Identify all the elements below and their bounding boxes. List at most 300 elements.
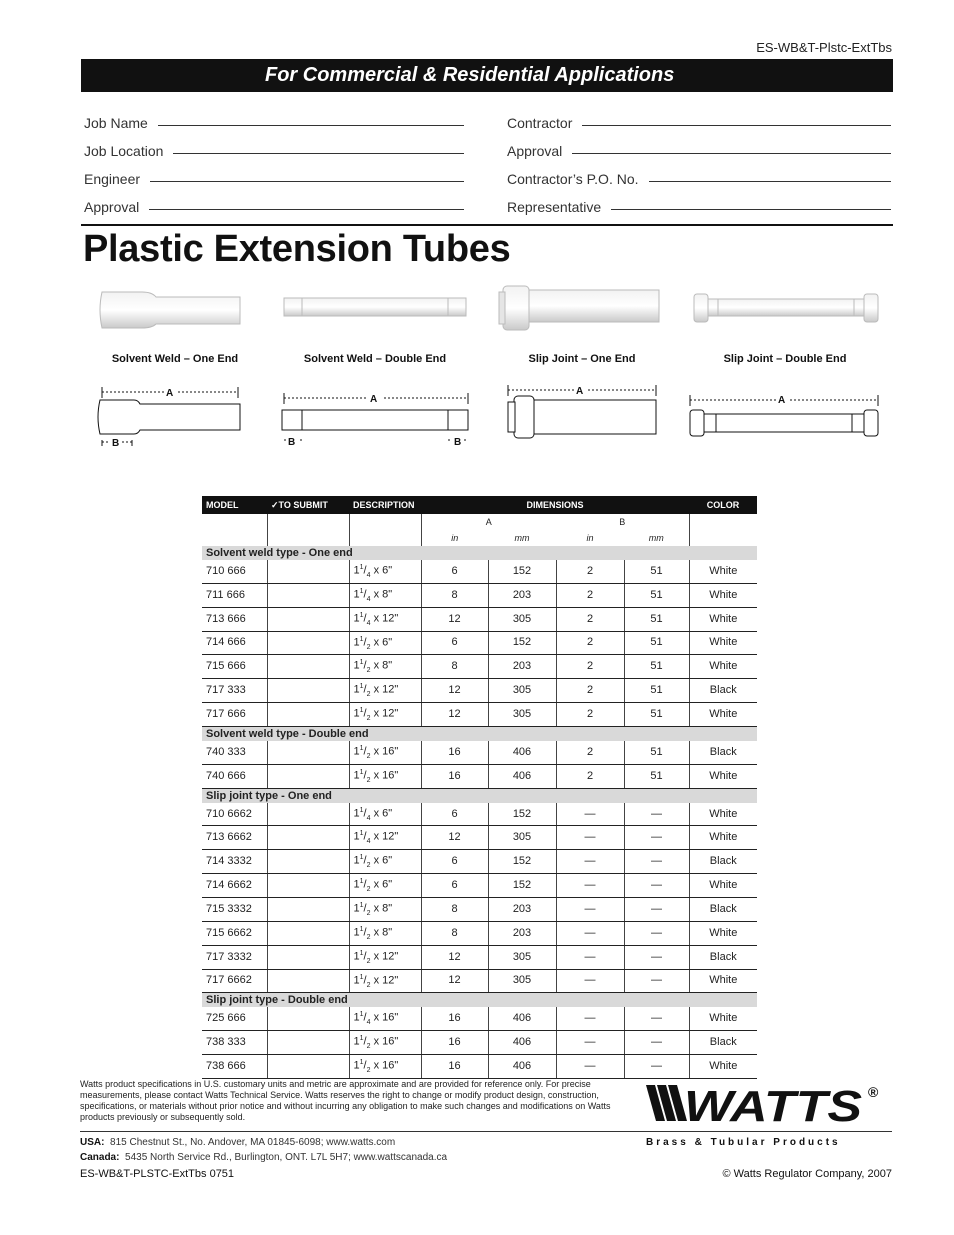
dim-a-in-cell: 6 <box>421 631 488 655</box>
dim-b-in-cell: — <box>556 803 624 826</box>
dim-a-in-cell: 16 <box>421 1055 488 1079</box>
color-cell: White <box>689 560 757 583</box>
size-denominator: 4 <box>366 1019 371 1027</box>
dim-b-mm-cell: — <box>624 921 689 945</box>
description-cell <box>349 826 421 850</box>
table-row <box>202 803 757 826</box>
size-length: x 16" <box>373 1035 399 1048</box>
model-cell: 713 6662 <box>202 826 267 850</box>
column-header-color: COLOR <box>689 496 757 514</box>
size-whole: 1 <box>353 950 360 963</box>
size-whole: 1 <box>353 1059 360 1072</box>
dim-b-mm-cell: 51 <box>624 607 689 631</box>
section-title: Solvent weld type - One end <box>202 546 757 560</box>
product-caption: Slip Joint – One End <box>528 353 636 365</box>
usa-address <box>80 1137 395 1148</box>
description-cell <box>349 945 421 969</box>
dim-a-in-cell: 6 <box>421 803 488 826</box>
color-cell: White <box>689 703 757 727</box>
field-label: Contractor’s P.O. No. <box>507 171 639 187</box>
dim-b-in-cell: — <box>556 969 624 993</box>
registered-mark: ® <box>868 1084 879 1100</box>
size-whole: 1 <box>353 769 360 782</box>
size-length: x 8" <box>373 588 393 601</box>
dim-a-in-cell: 6 <box>421 850 488 874</box>
dim-a-in-cell: 8 <box>421 583 488 607</box>
submit-checkbox-cell[interactable] <box>267 803 349 826</box>
specification-table <box>202 496 757 1079</box>
submit-checkbox-cell[interactable] <box>267 921 349 945</box>
dim-b-in-cell: 2 <box>556 764 624 788</box>
slip-joint-double-end-tube-icon <box>690 282 880 342</box>
logo-stripes-icon <box>646 1085 687 1121</box>
job-location-field <box>84 132 464 160</box>
description-cell <box>349 1007 421 1030</box>
dim-a-mm-cell: 305 <box>488 607 556 631</box>
dim-b-mm-cell: — <box>624 1055 689 1079</box>
size-denominator: 2 <box>366 691 371 699</box>
document-number: ES-WB&T-PLSTC-ExtTbs 0751 <box>80 1168 235 1180</box>
size-numerator: 1 <box>359 878 364 886</box>
column-header-submit: ✓TO SUBMIT <box>267 496 349 514</box>
dim-a-in-cell: 6 <box>421 874 488 898</box>
dim-b-mm-cell: 51 <box>624 631 689 655</box>
fill-in-line <box>611 209 891 210</box>
dim-a-in-cell: 16 <box>421 741 488 764</box>
table-row <box>202 1055 757 1079</box>
fraction-slash: / <box>363 660 367 673</box>
size-numerator: 1 <box>359 611 364 619</box>
product-caption: Slip Joint – Double End <box>723 353 847 365</box>
size-denominator: 2 <box>366 909 371 917</box>
dim-b-mm-cell: — <box>624 850 689 874</box>
dim-a-in-cell: 16 <box>421 764 488 788</box>
size-numerator: 1 <box>359 901 364 909</box>
dim-a-mm-cell: 305 <box>488 969 556 993</box>
dim-b-mm-cell: — <box>624 803 689 826</box>
dim-a-mm-cell: 203 <box>488 583 556 607</box>
submit-checkbox-cell[interactable] <box>267 583 349 607</box>
table-row <box>202 945 757 969</box>
size-whole: 1 <box>353 612 360 625</box>
size-whole: 1 <box>353 745 360 758</box>
dimension-a-label: A <box>370 394 378 405</box>
size-length: x 16" <box>373 1012 399 1024</box>
table-row <box>202 969 757 993</box>
color-cell: White <box>689 583 757 607</box>
model-cell: 713 666 <box>202 607 267 631</box>
size-numerator: 1 <box>359 635 364 643</box>
contractor-po-field <box>507 160 891 188</box>
product-solvent-weld-one-end <box>80 282 270 365</box>
dim-a-mm-cell: 152 <box>488 560 556 583</box>
submit-checkbox-cell[interactable] <box>267 1055 349 1079</box>
fill-in-line <box>173 153 464 154</box>
dim-b-mm-cell: 51 <box>624 583 689 607</box>
disclaimer: Watts product specifications in U.S. customary units and metric are approximate and are provided for reference only. For precise measurements, please contact Watts Technical Service. Watts reserves the right to change or modify product design, construction, specifications, or materials without prior notice and without incurring any obligation to make such changes and modifications on Watts products previously or subsequently sold. <box>80 1079 611 1122</box>
column-header-dimensions: DIMENSIONS <box>421 496 689 514</box>
size-whole: 1 <box>353 636 360 649</box>
size-length: x 6" <box>373 854 393 867</box>
dimension-b-label: B <box>112 438 120 449</box>
table-row <box>202 874 757 898</box>
diagram-slip-joint-one-end <box>502 382 662 440</box>
size-denominator: 4 <box>366 619 371 627</box>
size-whole: 1 <box>353 1035 360 1048</box>
size-length: x 8" <box>373 660 393 673</box>
color-cell: Black <box>689 741 757 764</box>
dim-a-mm-cell: 305 <box>488 679 556 703</box>
fill-in-line <box>572 153 891 154</box>
size-numerator: 1 <box>359 744 364 752</box>
size-length: x 16" <box>373 769 399 782</box>
fraction-slash: / <box>363 683 367 696</box>
dimension-a-label: A <box>166 388 174 399</box>
form-right-column <box>507 104 891 216</box>
fraction-slash: / <box>363 950 367 963</box>
dim-b-mm-cell: — <box>624 874 689 898</box>
dim-b-in-cell: — <box>556 1031 624 1055</box>
brand-tagline: Brass & Tubular Products <box>646 1137 841 1148</box>
section-header-row <box>202 993 757 1008</box>
size-numerator: 1 <box>359 1035 364 1043</box>
model-cell: 714 3332 <box>202 850 267 874</box>
size-length: x 6" <box>373 878 393 891</box>
dim-a-in-cell: 8 <box>421 655 488 679</box>
submit-checkbox-cell[interactable] <box>267 897 349 921</box>
fraction-slash: / <box>363 974 367 987</box>
size-whole: 1 <box>353 807 360 820</box>
field-label: Approval <box>84 199 140 215</box>
dim-b-in-cell: 2 <box>556 703 624 727</box>
dim-a-mm-cell: 406 <box>488 1031 556 1055</box>
contractor-field <box>507 104 891 132</box>
size-denominator: 4 <box>366 595 371 603</box>
size-denominator: 2 <box>366 862 371 870</box>
dim-a-mm-cell: 406 <box>488 741 556 764</box>
diagram-slip-joint-double-end <box>686 392 882 440</box>
field-label: Contractor <box>507 115 573 131</box>
size-whole: 1 <box>353 902 360 915</box>
dim-a-mm-cell: 152 <box>488 803 556 826</box>
submit-checkbox-cell[interactable] <box>267 679 349 703</box>
fraction-slash: / <box>363 1012 367 1024</box>
model-cell: 725 666 <box>202 1007 267 1030</box>
model-cell: 717 3332 <box>202 945 267 969</box>
dim-b-in-cell: — <box>556 826 624 850</box>
color-cell: Black <box>689 945 757 969</box>
fraction-slash: / <box>363 902 367 915</box>
dim-b-mm-cell: — <box>624 969 689 993</box>
size-whole: 1 <box>353 588 360 601</box>
table-header-row <box>202 496 757 514</box>
dim-a-in-cell: 16 <box>421 1031 488 1055</box>
size-denominator: 4 <box>366 814 371 822</box>
fraction-slash: / <box>363 769 367 782</box>
size-length: x 6" <box>373 807 393 820</box>
dim-a-mm-cell: 152 <box>488 874 556 898</box>
table-row <box>202 679 757 703</box>
fraction-slash: / <box>363 636 367 649</box>
canada-label: Canada: <box>80 1152 120 1163</box>
size-length: x 12" <box>373 831 399 844</box>
submit-checkbox-cell[interactable] <box>267 969 349 993</box>
size-numerator: 1 <box>359 659 364 667</box>
dim-a-mm-cell: 203 <box>488 921 556 945</box>
table-row <box>202 897 757 921</box>
description-cell <box>349 969 421 993</box>
description-cell <box>349 1055 421 1079</box>
dim-b-in-cell: 2 <box>556 631 624 655</box>
dim-a-in-cell: 12 <box>421 826 488 850</box>
slip-joint-one-end-tube-icon <box>487 282 677 342</box>
table-row <box>202 1007 757 1030</box>
size-denominator: 2 <box>366 1043 371 1051</box>
dimension-b-label: B <box>288 437 296 448</box>
size-whole: 1 <box>353 660 360 673</box>
representative-field <box>507 188 891 216</box>
dim-b-mm-cell: 51 <box>624 741 689 764</box>
table-row <box>202 826 757 850</box>
submit-checkbox-cell[interactable] <box>267 631 349 655</box>
dim-a-in-cell: 8 <box>421 897 488 921</box>
table-body <box>202 546 757 1078</box>
size-length: x 6" <box>373 564 393 577</box>
engineer-approval-field <box>84 188 464 216</box>
dim-a-mm-cell: 406 <box>488 1055 556 1079</box>
model-cell: 714 6662 <box>202 874 267 898</box>
field-label: Job Name <box>84 115 148 131</box>
dim-b-in-cell: — <box>556 945 624 969</box>
size-whole: 1 <box>353 854 360 867</box>
model-cell: 717 333 <box>202 679 267 703</box>
fraction-slash: / <box>363 588 367 601</box>
color-cell: White <box>689 921 757 945</box>
size-whole: 1 <box>353 974 360 987</box>
dim-b-in-cell: — <box>556 850 624 874</box>
section-title: Slip joint type - One end <box>202 788 757 803</box>
size-length: x 8" <box>373 926 393 939</box>
unit-mm: mm <box>514 532 530 543</box>
submit-checkbox-cell[interactable] <box>267 850 349 874</box>
dim-b-in-cell: — <box>556 874 624 898</box>
logo-wordmark: WATTS <box>684 1082 862 1129</box>
model-cell: 740 666 <box>202 764 267 788</box>
size-denominator: 2 <box>366 714 371 722</box>
table-row <box>202 655 757 679</box>
fraction-slash: / <box>363 878 367 891</box>
size-numerator: 1 <box>359 806 364 814</box>
size-numerator: 1 <box>359 973 364 981</box>
dim-b-in-cell: 2 <box>556 607 624 631</box>
subheader-a: A <box>421 514 556 530</box>
color-cell: White <box>689 1055 757 1079</box>
copyright: © Watts Regulator Company, 2007 <box>722 1168 892 1180</box>
dim-b-in-cell: 2 <box>556 583 624 607</box>
dim-a-in-cell: 12 <box>421 945 488 969</box>
dim-a-mm-cell: 203 <box>488 655 556 679</box>
fraction-slash: / <box>363 854 367 867</box>
submit-checkbox-cell[interactable] <box>267 703 349 727</box>
description-cell <box>349 803 421 826</box>
table-unit-row <box>202 530 757 546</box>
dim-b-in-cell: — <box>556 1007 624 1030</box>
canada-address-text: 5435 North Service Rd., Burlington, ONT. L7L 5H7; www.wattscanada.ca <box>125 1152 448 1163</box>
color-cell: White <box>689 1007 757 1030</box>
fill-in-line <box>150 181 464 182</box>
table-row <box>202 560 757 583</box>
table-row <box>202 607 757 631</box>
section-header-row <box>202 788 757 803</box>
size-denominator: 4 <box>366 838 371 846</box>
footer-divider <box>80 1131 892 1132</box>
dim-b-mm-cell: — <box>624 826 689 850</box>
table-row <box>202 921 757 945</box>
diagram-solvent-weld-one-end <box>94 384 246 450</box>
usa-label: USA: <box>80 1137 105 1148</box>
size-numerator: 1 <box>359 949 364 957</box>
submit-checkbox-cell[interactable] <box>267 1007 349 1030</box>
dim-b-mm-cell: 51 <box>624 560 689 583</box>
submit-checkbox-cell[interactable] <box>267 741 349 764</box>
dim-b-in-cell: — <box>556 897 624 921</box>
field-label: Engineer <box>84 171 141 187</box>
engineer-field <box>84 160 464 188</box>
fraction-slash: / <box>363 564 367 577</box>
size-whole: 1 <box>353 683 360 696</box>
section-header-row <box>202 726 757 741</box>
diagram-solvent-weld-double-end <box>280 384 472 450</box>
color-cell: Black <box>689 850 757 874</box>
size-denominator: 2 <box>366 752 371 760</box>
solvent-weld-one-end-tube-icon <box>80 282 270 342</box>
fill-in-line <box>582 125 891 126</box>
color-cell: White <box>689 655 757 679</box>
size-whole: 1 <box>353 926 360 939</box>
fraction-slash: / <box>363 1035 367 1048</box>
usa-address-text: 815 Chestnut St., No. Andover, MA 01845-6098; www.watts.com <box>110 1137 396 1148</box>
product-slip-joint-one-end <box>487 282 677 365</box>
size-numerator: 1 <box>359 683 364 691</box>
color-cell: White <box>689 874 757 898</box>
dim-b-in-cell: — <box>556 921 624 945</box>
submit-checkbox-cell[interactable] <box>267 655 349 679</box>
unit-mm: mm <box>648 532 664 543</box>
size-denominator: 2 <box>366 981 371 989</box>
submit-checkbox-cell[interactable] <box>267 607 349 631</box>
color-cell: White <box>689 826 757 850</box>
table-row <box>202 764 757 788</box>
description-cell <box>349 921 421 945</box>
product-caption: Solvent Weld – Double End <box>303 353 447 365</box>
color-cell: White <box>689 969 757 993</box>
size-denominator: 2 <box>366 643 371 651</box>
size-numerator: 1 <box>359 768 364 776</box>
submit-checkbox-cell[interactable] <box>267 874 349 898</box>
document-code: ES-WB&T-Plstc-ExtTbs <box>756 40 892 55</box>
table-row <box>202 850 757 874</box>
canada-address <box>80 1152 447 1163</box>
product-solvent-weld-double-end <box>280 282 470 365</box>
section-header-row <box>202 546 757 560</box>
dim-b-in-cell: — <box>556 1055 624 1079</box>
color-cell: Black <box>689 1031 757 1055</box>
dim-b-mm-cell: 51 <box>624 764 689 788</box>
model-cell: 710 6662 <box>202 803 267 826</box>
description-cell <box>349 1031 421 1055</box>
page-title: Plastic Extension Tubes <box>83 228 511 270</box>
dim-b-mm-cell: — <box>624 1007 689 1030</box>
size-length: x 16" <box>373 1059 399 1072</box>
unit-in: in <box>586 532 594 543</box>
model-cell: 715 3332 <box>202 897 267 921</box>
description-cell <box>349 607 421 631</box>
fraction-slash: / <box>363 745 367 758</box>
model-cell: 715 666 <box>202 655 267 679</box>
description-cell <box>349 897 421 921</box>
dim-b-mm-cell: — <box>624 897 689 921</box>
submit-checkbox-cell[interactable] <box>267 1031 349 1055</box>
table-row <box>202 631 757 655</box>
size-denominator: 2 <box>366 885 371 893</box>
dim-b-mm-cell: — <box>624 1031 689 1055</box>
size-numerator: 1 <box>359 1011 364 1019</box>
color-cell: White <box>689 803 757 826</box>
field-label: Approval <box>507 143 563 159</box>
dim-b-mm-cell: 51 <box>624 703 689 727</box>
submit-checkbox-cell[interactable] <box>267 764 349 788</box>
fraction-slash: / <box>363 707 367 720</box>
model-cell: 711 666 <box>202 583 267 607</box>
model-cell: 717 666 <box>202 703 267 727</box>
color-cell: Black <box>689 679 757 703</box>
size-numerator: 1 <box>359 925 364 933</box>
fill-in-line <box>149 209 464 210</box>
size-denominator: 2 <box>366 957 371 965</box>
fraction-slash: / <box>363 831 367 844</box>
model-cell: 710 666 <box>202 560 267 583</box>
size-whole: 1 <box>353 707 360 720</box>
submit-checkbox-cell[interactable] <box>267 826 349 850</box>
dim-b-mm-cell: 51 <box>624 679 689 703</box>
size-numerator: 1 <box>359 707 364 715</box>
model-cell: 740 333 <box>202 741 267 764</box>
model-cell: 738 666 <box>202 1055 267 1079</box>
description-cell <box>349 583 421 607</box>
dimension-a-label: A <box>576 386 584 397</box>
dim-a-in-cell: 12 <box>421 679 488 703</box>
description-cell <box>349 631 421 655</box>
section-title: Slip joint type - Double end <box>202 993 757 1008</box>
dim-a-mm-cell: 406 <box>488 764 556 788</box>
dim-a-mm-cell: 152 <box>488 631 556 655</box>
submit-checkbox-cell[interactable] <box>267 560 349 583</box>
watts-logo <box>646 1079 886 1129</box>
field-label: Job Location <box>84 143 164 159</box>
table-row <box>202 1031 757 1055</box>
dim-b-in-cell: 2 <box>556 655 624 679</box>
dim-a-in-cell: 12 <box>421 703 488 727</box>
submit-checkbox-cell[interactable] <box>267 945 349 969</box>
size-length: x 12" <box>373 974 399 987</box>
size-length: x 12" <box>373 950 399 963</box>
column-header-model: MODEL <box>202 496 267 514</box>
dim-a-in-cell: 6 <box>421 560 488 583</box>
dim-a-mm-cell: 305 <box>488 826 556 850</box>
size-denominator: 2 <box>366 933 371 941</box>
model-cell: 714 666 <box>202 631 267 655</box>
size-length: x 16" <box>373 745 399 758</box>
